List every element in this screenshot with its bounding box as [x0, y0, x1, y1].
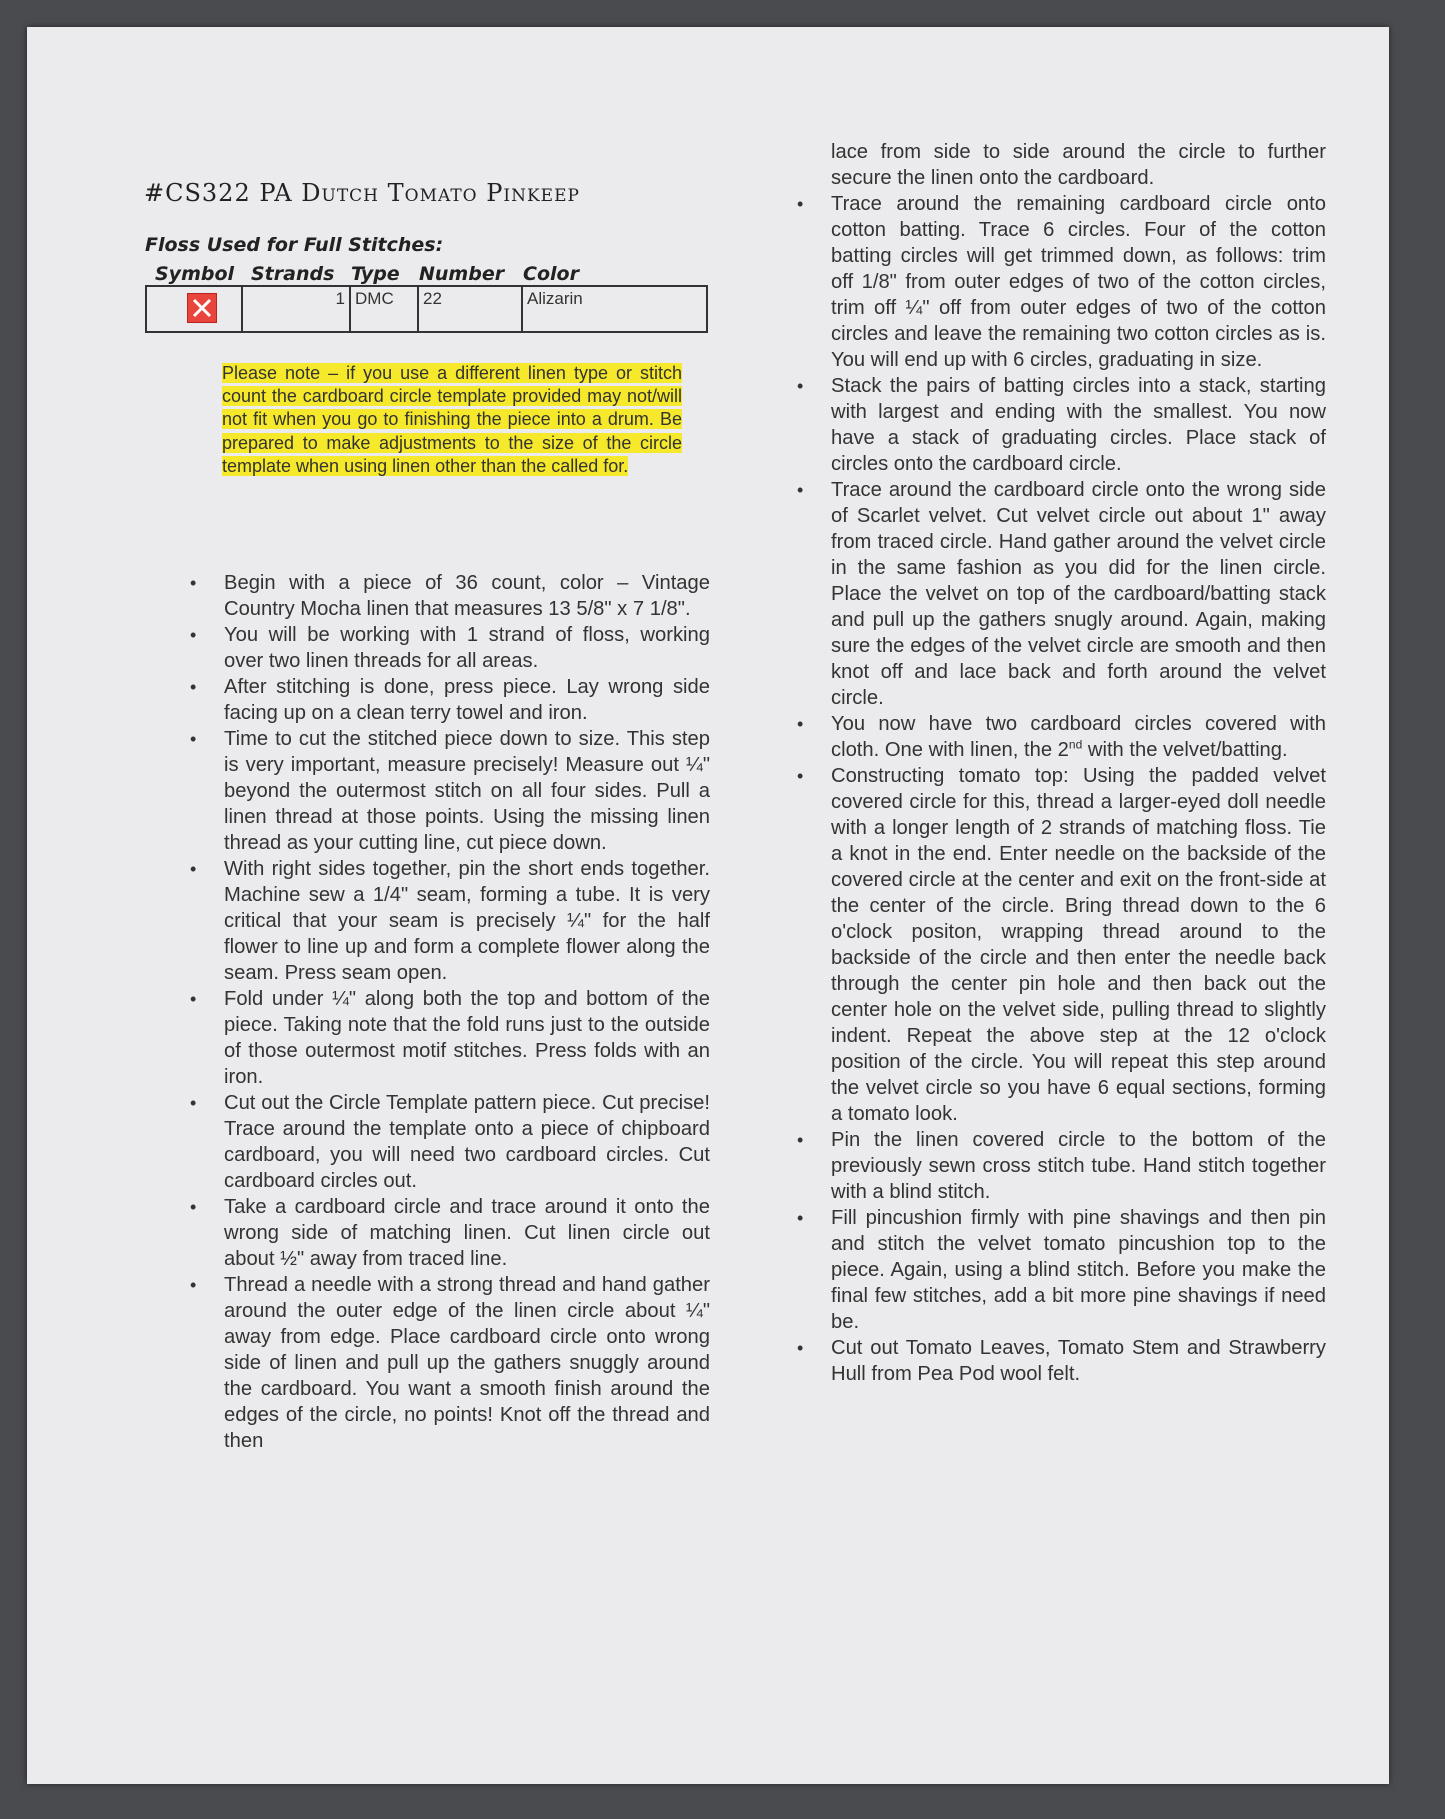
bullet: • [190, 1197, 197, 1217]
color-cell: Alizarin [527, 289, 583, 308]
bullet: • [797, 714, 804, 734]
linen-warning-note [222, 362, 682, 478]
x-mark-icon [187, 293, 217, 323]
column-header-type: Type [351, 263, 400, 285]
list-item: • Constructing tomato top: Using the padded velvet covered circle for this, thread a larger-eyed doll needle with a longer length of 2 strands of matching floss. Tie a knot in the end. Enter needle on the backside of the covered circle at the center and exit on the front-side at the center of the circle. Bring thread down to the 6 o'clock positon, wrapping thread around to the backside of the circle and then enter the needle back through the center pin hole and then back out the center hole on the velvet side, pulling thread to slightly indent. Repeat the above step at the 12 o'clock position of the circle. You will repeat this step around the velvet circle so you have 6 equal sections, forming a tomato look. [797, 765, 1326, 1125]
bullet: • [797, 766, 804, 786]
bullet: • [190, 625, 197, 645]
bullet: • [190, 1275, 197, 1295]
column-header-strands: Strands [251, 263, 335, 285]
highlighted-note-text: Please note – if you use a different linen type or stitch count the cardboard circle template provided may not/will not fit when you go to finishing the piece into a drum. Be prepared to make adjustments to the size of the circle template when using linen other than the called for. [222, 363, 682, 476]
list-item: • Cut out Tomato Leaves, Tomato Stem and Strawberry Hull from Pea Pod wool felt. [797, 1337, 1326, 1385]
symbol-cell [147, 287, 243, 331]
list-item: • Begin with a piece of 36 count, color – Vintage Country Mocha linen that measures 13 5/8" x 7 1/8". [190, 572, 710, 620]
left-column-steps [190, 570, 710, 1454]
list-item: • Thread a needle with a strong thread and hand gather around the outer edge of the linen circle about ¼" away from edge. Place cardboard circle onto wrong side of linen and pull up the gathers snuggly around the cardboard. You want a smooth finish around the edges of the circle, no points! Knot off the thread and then [190, 1274, 710, 1452]
bullet: • [797, 1338, 804, 1358]
table-row [145, 285, 708, 333]
bullet: • [797, 1208, 804, 1228]
bullet: • [190, 573, 197, 593]
strands-cell: 1 [243, 287, 351, 331]
column-header-symbol: Symbol [155, 263, 235, 285]
column-header-number: Number [419, 263, 505, 285]
right-column-steps [797, 139, 1326, 1387]
bullet: • [190, 677, 197, 697]
number-cell: 22 [419, 287, 523, 331]
bullet: • [797, 194, 804, 214]
bullet: • [190, 729, 197, 749]
list-item: • With right sides together, pin the short ends together. Machine sew a 1/4" seam, forming a tube. It is very critical that your seam is precisely ¼" for the half flower to line up and form a complete flower along the seam. Press seam open. [190, 858, 710, 984]
list-item: • Stack the pairs of batting circles into a stack, starting with largest and ending with the smallest. You now have a stack of graduating circles. Place stack of circles onto the cardboard circle. [797, 375, 1326, 475]
bullet: • [190, 989, 197, 1009]
list-item: • Pin the linen covered circle to the bottom of the previously sewn cross stitch tube. Hand stitch together with a blind stitch. [797, 1129, 1326, 1203]
bullet: • [797, 480, 804, 500]
bullet: • [797, 376, 804, 396]
list-item: • Trace around the cardboard circle onto the wrong side of Scarlet velvet. Cut velvet circle out about 1" away from traced circle. Hand gather around the velvet circle in the same fashion as you did for the linen circle. Place the velvet on top of the cardboard/batting stack and pull up the gathers snugly around. Again, making sure the edges of the velvet circle are smooth and then knot off and lace back and forth around the velvet circle. [797, 479, 1326, 709]
list-item: • Cut out the Circle Template pattern piece. Cut precise! Trace around the template onto a piece of chipboard cardboard, you will need two cardboard circles. Cut cardboard circles out. [190, 1092, 710, 1192]
instruction-sheet [27, 27, 1389, 1784]
list-item: • Time to cut the stitched piece down to size. This step is very important, measure precisely! Measure out ¼" beyond the outermost stitch on all four sides. Pull a linen thread at those points. Using the missing linen thread as your cutting line, cut piece down. [190, 728, 710, 854]
list-item: • Trace around the remaining cardboard circle onto cotton batting. Trace 6 circles. Four of the cotton batting circles will get trimmed down, as follows: trim off 1/8" from outer edges of two of the cotton circles, trim off ¼" off from outer edges of two of the cotton circles and leave the remaining two cotton circles as is. You will end up with 6 circles, graduating in size. [797, 193, 1326, 371]
floss-table [145, 257, 708, 333]
bullet: • [190, 859, 197, 879]
type-cell: DMC [351, 287, 419, 331]
list-item: • Fill pincushion firmly with pine shavings and then pin and stitch the velvet tomato pincushion top to the piece. Again, using a blind stitch. Before you make the final few stitches, add a bit more pine shavings if need be. [797, 1207, 1326, 1333]
list-item-continuation: lace from side to side around the circle to further secure the linen onto the cardboard. [831, 141, 1326, 189]
list-item: • After stitching is done, press piece. Lay wrong side facing up on a clean terry towel and iron. [190, 676, 710, 724]
list-item: • Fold under ¼" along both the top and bottom of the piece. Taking note that the fold runs just to the outside of those outermost motif stitches. Press folds with an iron. [190, 988, 710, 1088]
page-title: #CS322 PA Dutch Tomato Pinkeep [144, 179, 580, 207]
floss-table-header [145, 257, 708, 285]
list-item: • You now have two cardboard circles covered with cloth. One with linen, the 2nd with the velvet/batting. [797, 713, 1326, 761]
bullet: • [190, 1093, 197, 1113]
bullet: • [797, 1130, 804, 1150]
column-header-color: Color [523, 263, 579, 285]
floss-heading: Floss Used for Full Stitches: [145, 234, 444, 256]
list-item: • Take a cardboard circle and trace around it onto the wrong side of matching linen. Cut linen circle out about ½" away from traced line. [190, 1196, 710, 1270]
list-item: • You will be working with 1 strand of floss, working over two linen threads for all areas. [190, 624, 710, 672]
